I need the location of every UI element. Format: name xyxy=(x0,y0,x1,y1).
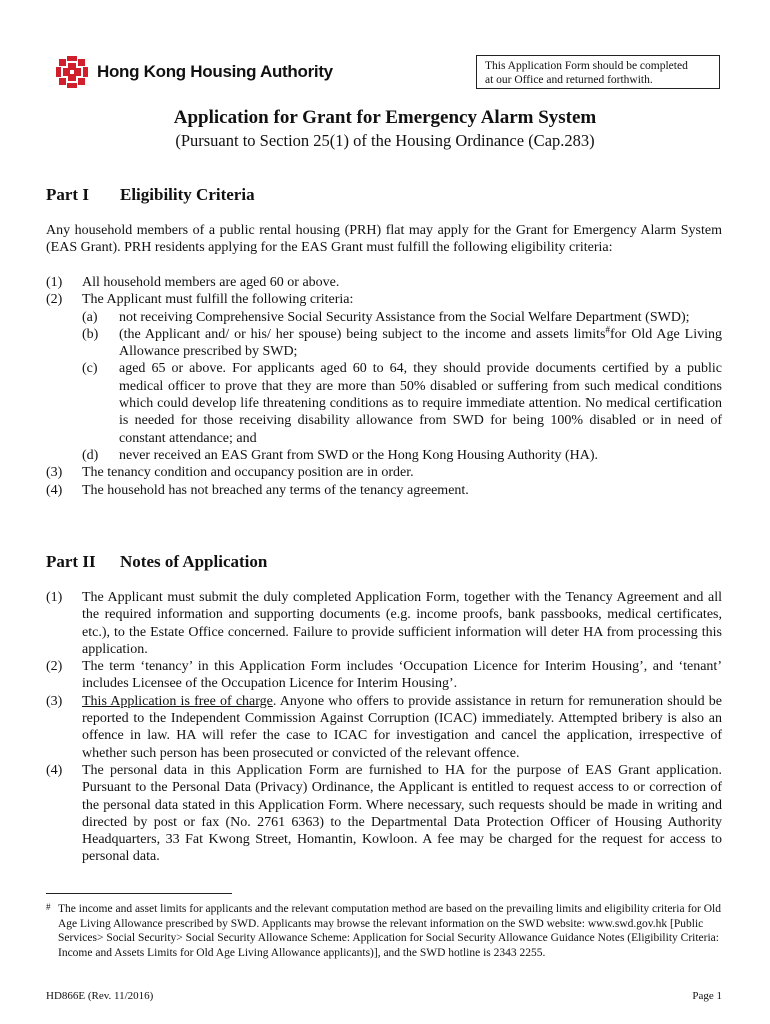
list-item xyxy=(46,464,722,481)
part-1-intro: Any household members of a public rental housing (PRH) flat may apply for the Grant for Emergency Alarm System (EAS Grant). PRH residents applying for the EAS Grant must fulfill the following eligibility criteria: xyxy=(46,223,722,256)
sub-item-marker: (b) xyxy=(82,326,99,342)
notice-line-2: at our Office and returned forthwith. xyxy=(485,74,653,86)
footnote-reference: # xyxy=(605,324,611,335)
item-text: The term ‘tenancy’ in this Application Form includes ‘Occupation Licence for Interim Housing’, and ‘tenant’ includes Licensee of the Occupation Licence for Interim Housing’. xyxy=(82,659,722,692)
sub-item-text: (the Applicant and/ or his/ her spouse) being subject to the income and assets limits xyxy=(119,326,606,342)
item-text: All household members are aged 60 or above. xyxy=(82,275,340,290)
list-item xyxy=(46,658,722,693)
list-item xyxy=(46,291,722,308)
sub-item-marker: (d) xyxy=(82,447,99,463)
list-item xyxy=(46,274,722,291)
list-item xyxy=(46,762,722,866)
part-1-number: Part I xyxy=(46,185,89,204)
part-1-title: Eligibility Criteria xyxy=(120,185,255,204)
item-text: The Applicant must fulfill the following criteria: xyxy=(82,292,354,308)
item-marker: (2) xyxy=(46,292,63,308)
item-text: The personal data in this Application Form are furnished to HA for the purpose of EAS Grant application. Pursuant to the Personal Data (Privacy) Ordinance, the Applicant is entitled to request access to or correction of the personal data stated in this Application Form. Where necessary, such requests should be made in writing and directed by post or fax (No. 2761 6363) to the Departmental Data Protection Officer of Housing Authority Headquarters, 33 Fat Kwong Street, Homantin, Kowloon. A fee may be charged for the request for access to personal data. xyxy=(82,762,722,865)
sub-item-text: never received an EAS Grant from SWD or the Hong Kong Housing Authority (HA). xyxy=(119,447,599,463)
submission-notice-box xyxy=(476,55,720,89)
item-text: The household has not breached any terms of the tenancy agreement. xyxy=(82,482,469,498)
eligibility-criteria-list xyxy=(46,274,722,499)
footnote-marker: # xyxy=(46,902,51,912)
item-marker: (3) xyxy=(46,465,63,481)
item-text: The Applicant must submit the duly completed Application Form, together with the Tenancy Agreement and all the required information and supporting documents (e.g. income proofs, bank passbooks, medical certificates, etc.), to the Estate Office concerned. Failure to provide sufficient information will deter HA from processing this application. xyxy=(82,590,722,657)
sub-item-marker: (a) xyxy=(82,309,98,325)
item-marker: (4) xyxy=(46,482,63,498)
item-text: . Anyone who offers to provide assistance in return for remuneration should be reported to the Independent Commission Against Corruption (ICAC) immediately. Attempted bribery is also an offence in law. HA will refer the case to ICAC for investigation and cancel the application, irrespective of whether such person has been prosecuted or convicted of the relevant offence. xyxy=(82,693,722,761)
part-1-heading xyxy=(46,185,255,205)
footnote xyxy=(46,902,722,960)
free-of-charge-notice: This Application is free of charge xyxy=(82,693,273,709)
housing-authority-logo xyxy=(55,55,333,89)
sub-item-text-cont: for Old Age Living Allowance prescribed by SWD; xyxy=(119,326,722,360)
sub-list-item xyxy=(46,447,722,464)
item-marker: (3) xyxy=(46,693,63,709)
notice-line-1: This Application Form should be completed xyxy=(485,60,688,72)
sub-item-text: aged 65 or above. For applicants aged 60 to 64, they should provide documents certified by a public medical officer to prove that they are more than 50% disabled or suffering from such medical conditions which could develop life threatening conditions as to require immediate attention. No medical certification is needed for those receiving disability allowance from SWD for being 100% disabled or in need of constant attendance; and xyxy=(119,361,722,446)
list-item xyxy=(46,482,722,499)
item-marker: (1) xyxy=(46,590,63,605)
application-notes-list xyxy=(46,589,722,866)
sub-list-item xyxy=(46,360,722,446)
form-title: Application for Grant for Emergency Alarm System xyxy=(173,107,597,128)
item-marker: (4) xyxy=(46,762,63,778)
item-marker: (1) xyxy=(46,275,63,290)
part-2-title: Notes of Application xyxy=(120,552,268,571)
form-code: HD866E (Rev. 11/2016) xyxy=(46,990,154,1002)
sub-list-item xyxy=(46,309,722,326)
form-subtitle: (Pursuant to Section 25(1) of the Housing Ordinance (Cap.283) xyxy=(175,131,595,150)
list-item xyxy=(46,589,722,658)
footnote-text: The income and asset limits for applicants and the relevant computation method are based on the prevailing limits and eligibility criteria for Old Age Living Allowance prescribed by SWD. Applicants may browse the relevant information on the SWD website: www.swd.gov.hk [Public Services> Social Security> Social Security Allowance Scheme: Application for Social Security Allowance Guidance Notes (Eligibility Criteria: Income and Assets Limits for Old Age Living Allowance applicants)], and the SWD hotline is 2343 2255. xyxy=(58,903,721,959)
housing-authority-emblem-icon xyxy=(55,55,89,89)
list-item xyxy=(46,693,722,762)
item-text: The tenancy condition and occupancy position are in order. xyxy=(82,465,414,481)
logo-text: Hong Kong Housing Authority xyxy=(97,62,333,81)
part-2-heading xyxy=(46,552,267,572)
item-marker: (2) xyxy=(46,659,63,675)
footnote-divider xyxy=(46,893,232,894)
sub-item-text: not receiving Comprehensive Social Security Assistance from the Social Welfare Department (SWD); xyxy=(119,309,690,325)
sub-list-item xyxy=(46,326,722,361)
sub-item-marker: (c) xyxy=(82,361,98,377)
page-number: Page 1 xyxy=(692,990,722,1002)
part-2-number: Part II xyxy=(46,552,96,571)
